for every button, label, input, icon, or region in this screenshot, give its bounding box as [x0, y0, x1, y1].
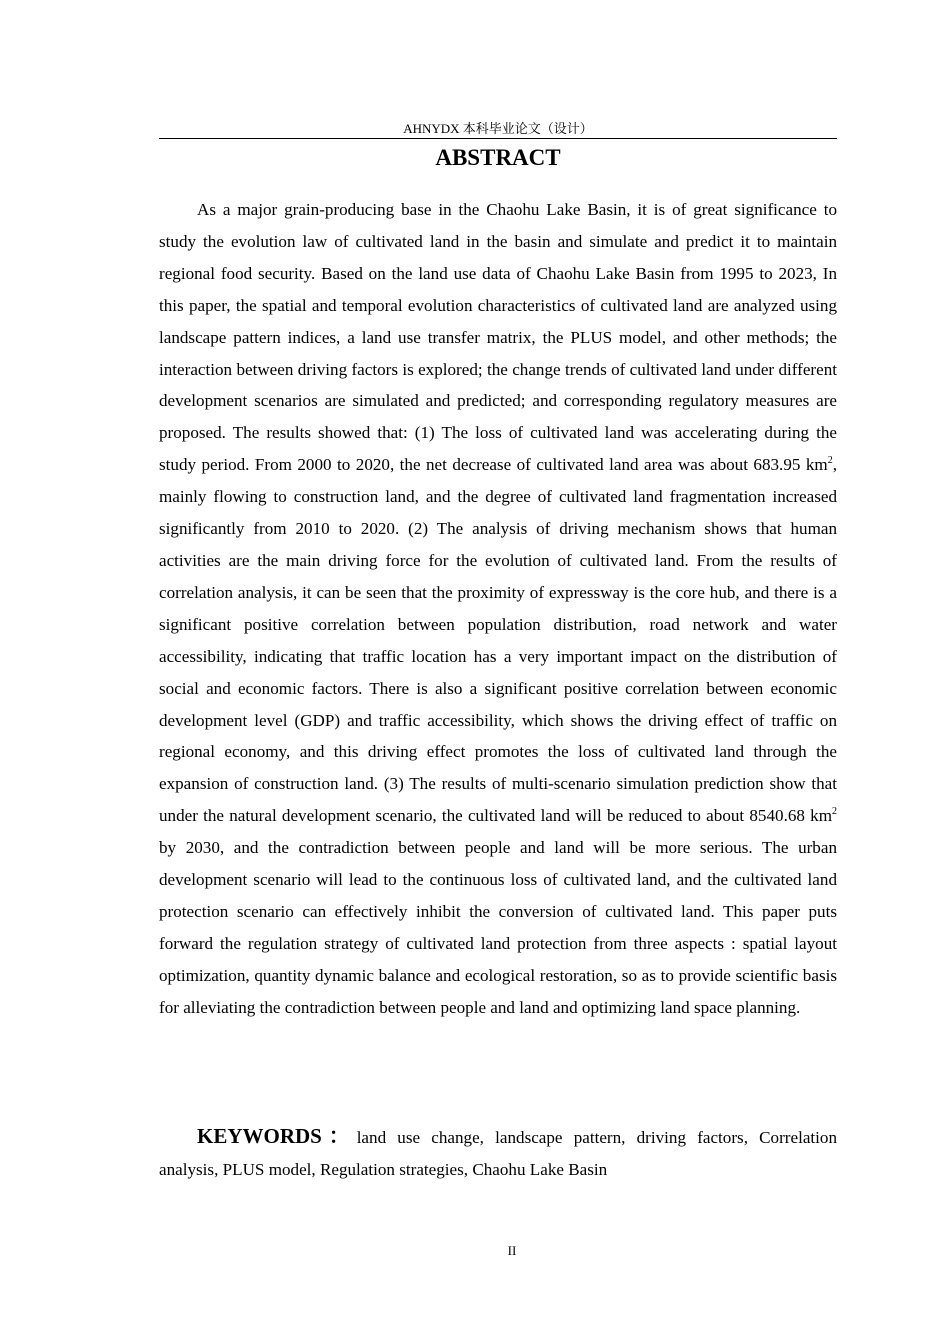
header-rule [159, 138, 837, 139]
km-superscript-1: 2 [827, 455, 833, 467]
page-number: II [507, 1243, 517, 1258]
abstract-body-part-1: As a major grain-producing base in the Chaohu Lake Basin, it is of great significance to study the evolution law of cultivated land in the basin and simulate and predict it to maintain regional food security. Based on the land use data of Chaohu Lake Basin from 1995 to 2023, In this paper, the spatial and temporal evolution characteristics of cultivated land are analyzed using landscape pattern indices, a land use transfer matrix, the PLUS model, and other methods; the interaction between driving factors is explored; the change trends of cultivated land under different development scenarios are simulated and predicted; and corresponding regulatory measures are proposed. The results showed that: (1) The loss of cultivated land was accelerating during the study period. From 2000 to 2020, the net decrease of cultivated land area was about 683.95 km [159, 200, 837, 475]
abstract-title: ABSTRACT [435, 145, 561, 170]
keywords-paragraph [159, 1121, 837, 1186]
keywords-text: land use change, landscape pattern, driving factors, Correlation analysis, PLUS model, Regulation strategies, Chaohu Lake Basin [159, 1128, 838, 1179]
abstract-body [159, 194, 846, 1024]
keywords-label: KEYWORDS： [197, 1124, 357, 1148]
abstract-body-part-3: by 2030, and the contradiction between people and land will be more serious. The urban development scenario will lead to the continuous loss of cultivated land, and the cultivated land protection scenario can effectively inhibit the conversion of cultivated land. This paper puts forward the regulation strategy of cultivated land protection from three aspects : spatial layout optimization, quantity dynamic balance and ecological restoration, so as to provide scientific basis for alleviating the contradiction between people and land and optimizing land space planning. [159, 806, 846, 1017]
km-superscript-2: 2 [832, 806, 837, 818]
abstract-body-part-2: , mainly flowing to construction land, and the degree of cultivated land fragmentation increased significantly from 2010 to 2020. (2) The analysis of driving mechanism shows that human activities are the main driving force for the evolution of cultivated land. From the results of correlation analysis, it can be seen that the proximity of expressway is the core hub, and there is a significant positive correlation between population distribution, road network and water accessibility, indicating that traffic location has a very important impact on the distribution of social and economic factors. There is also a significant positive correlation between economic development level (GDP) and traffic accessibility, which shows the driving effect of traffic on regional economy, and this driving effect promotes the loss of cultivated land through the expansion of construction land. (3) The results of multi-scenario simulation prediction show that under the natural development scenario, the cultivated land will be reduced to about 8540.68 km [159, 455, 837, 826]
running-header: AHNYDX 本科毕业论文（设计） [403, 121, 593, 136]
